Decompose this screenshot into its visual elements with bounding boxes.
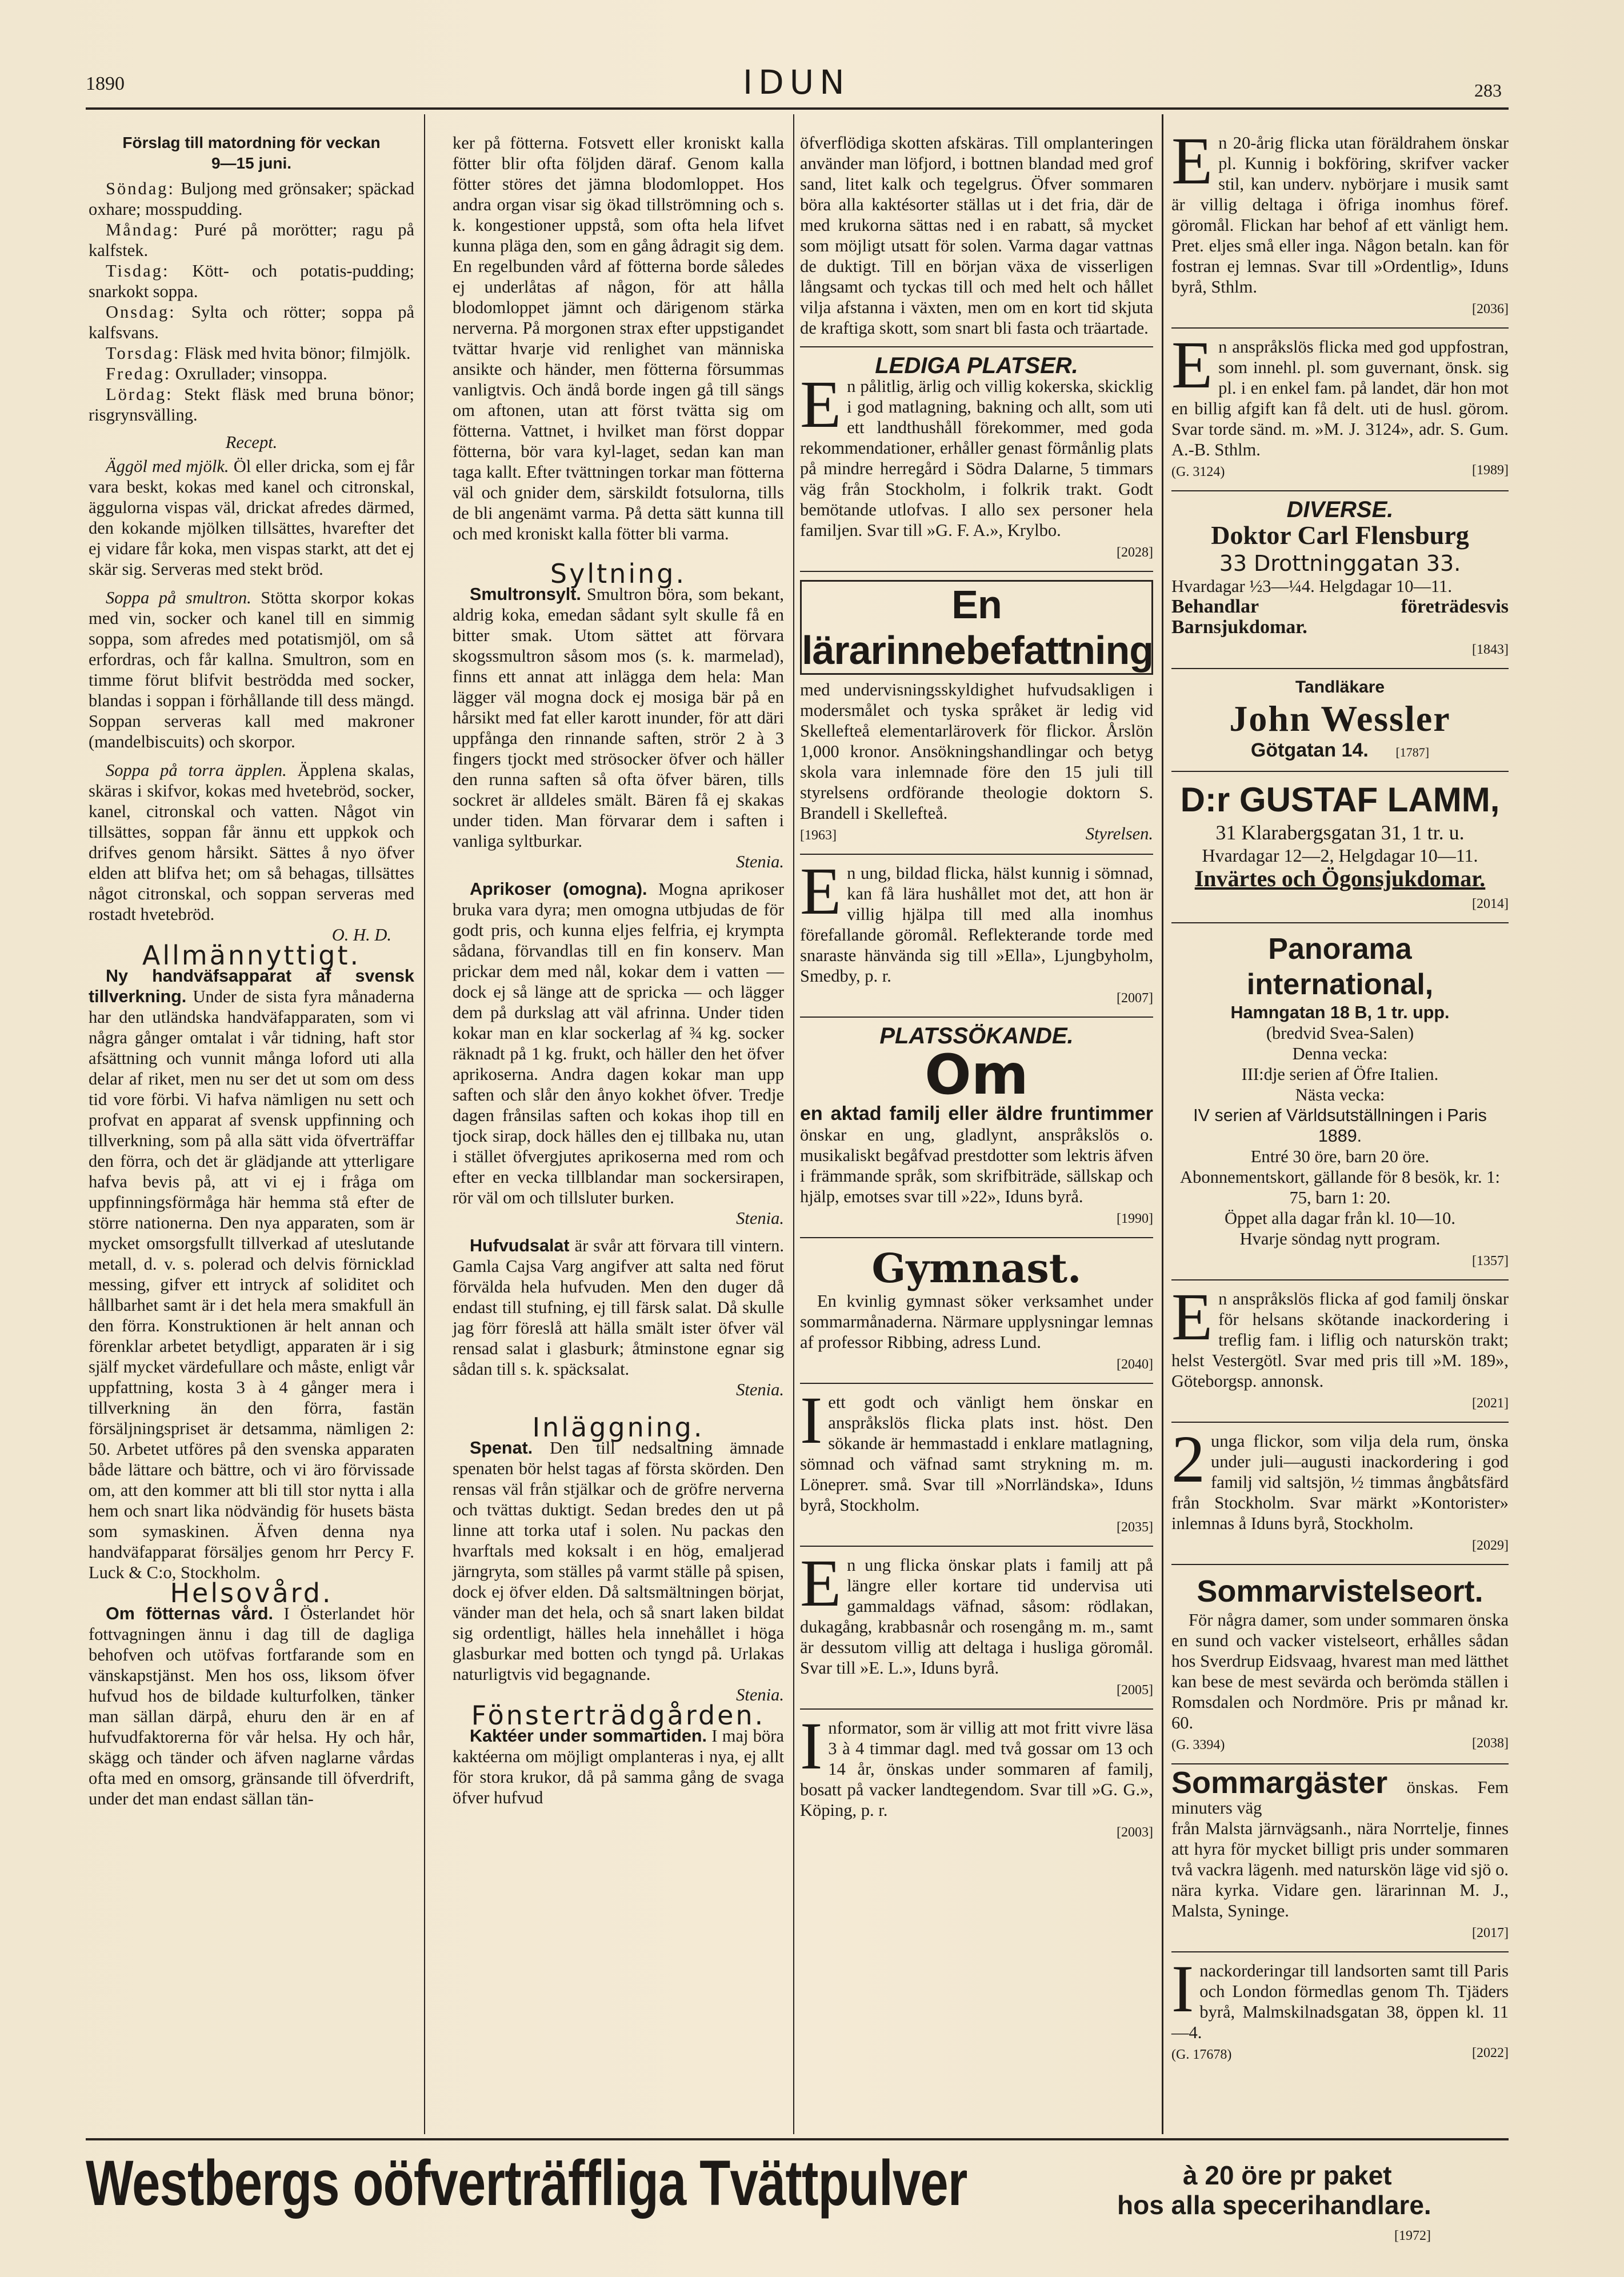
ad-ref: [2028]	[1117, 545, 1153, 560]
divider	[800, 1237, 1153, 1238]
divider	[1171, 1279, 1509, 1280]
divider	[800, 346, 1153, 347]
column-1	[89, 133, 414, 1809]
divider	[800, 571, 1153, 572]
column-divider-1	[424, 114, 425, 2134]
ad-wessler: Tandläkare John Wessler Götgatan 14. [1787]	[1229, 678, 1451, 761]
ad-tva-flickor: 2 unga flickor, som vilja dela rum, önska under juli—augusti inackordering i god familj vid saltsjön, ½ timmas ångbåtsfärd från Stockholm. Svar märkt »Kontorister» inlemnas å Iduns byrå, Stockholm. [2029]	[1171, 1422, 1509, 1553]
divider	[800, 854, 1153, 855]
heading-diverse: DIVERSE.	[1286, 497, 1394, 522]
article-spenat: Spenat. Den till nedsaltning ämnade spenaten bör helst tagas af första skörden. Den rensas väl från stjälkar och de gröfre nerverna och tvättas duktigt. Sedan bredes den ut på linne att torka utaf i solen. Nu packas den hvarftals med koksalt i en hög, emaljerad järngryta, som ställes på varmt ställe på spisen, dock ej öfver elden. Då saltsmältningen börjat, vänder man det hela, och så snart laken bildat sig ordentligt, hälles hela innehållet i höga glasburkar med botten och tyngd på. Urlakas naturligtvis vid begagnande.	[453, 1438, 784, 1684]
section-helsovard: Helsovård.	[170, 1578, 333, 1608]
footer-ad-where: hos alla specerihandlare.	[1117, 2190, 1431, 2220]
signature: Stenia.	[736, 852, 784, 871]
column-3	[800, 133, 1153, 1843]
divider	[800, 1383, 1153, 1384]
recipe-heading: Recept.	[225, 433, 278, 452]
heading-platssokande: PLATSSÖKANDE.	[879, 1023, 1074, 1049]
menu-day: Måndag: Puré på morötter; ragu på kalfstek.	[89, 220, 415, 260]
divider	[1171, 1564, 1509, 1565]
divider	[800, 1546, 1153, 1547]
header-year: 1890	[86, 73, 125, 94]
section-inlaggning: Inläggning.	[532, 1412, 705, 1443]
heading-lediga-platser: LEDIGA PLATSER.	[875, 353, 1078, 378]
recipe: Soppa på smultron. Stötta skorpor kokas med vin, socker och kanel till en simmig soppa, som afredes med potatismjöl, om så erfordras, och får kallna. Smultron, som en timme förut blifvit beströdda med socker, blandas i soppan i förhållande till dess mängd. Soppan serveras kall med makroner (mandelbiscuits) och skorpor.	[89, 588, 414, 751]
ad-helsa-flicka: E n anspråkslös flicka af god familj önskar för helsans skötande inackordering i treflig fam. i liflig och naturskön trakt; helst Vestergötl. Svar med pris till »M. 189», Göteborgsp. annonsk. [2021]	[1171, 1279, 1509, 1411]
divider	[1171, 1951, 1509, 1952]
article-smultronsylt: Smultronsylt. Smultron böra, som bekant, aldrig koka, emedan sådant sylt skulle få en bitter smak. Utom sättet att förvara skogssmultron såsom mos (s. k. marmelad), finns ett annat att inlägga dem hela: Man lägger väl mogna dock ej mosiga bär på en hårsikt med fat eller karott inunder, för att däri uppfånga den rinnande saften, strör 2 à 3 fingers tjockt med strösocker öfver och häller den runna saften så ofta öfver bären, tills sockret är alldeles smält. Bären få ej skakas under tiden. Man förvarar dem i saften i vanliga syltburkar.	[453, 585, 784, 851]
menu-day: Fredag: Oxrullader; vinsoppa.	[106, 364, 327, 383]
ad-panorama: Panorama international, Hamngatan 18 B, 1 tr. upp. (bredvid Svea-Salen) Denna vecka: III:dje serien af Öfre Italien. Nästa vecka: IV serien af Världsutställningen i Paris 1889. Entré 30 öre, barn 20 öre. Abonnementskort, gällande för 8 besök, kr. 1: 75, barn 1: 20. Öppet alla dagar från kl. 10—10. Hvarje söndag nytt program. [1357]	[1180, 933, 1509, 1268]
article-fotternas-vard: Om fötternas vård. I Österlandet hör fottvagningen ännu i dag till de dagliga behofven och utöfvas fortfarande som en vänskapstjänst. Men hos oss, liksom öfver hufvud hos de bildade kulturfolken, tänker man sällan därpå, ehuru den är en af hufvudfaktorerna för vår helsa. Hy och hår, skägg och tänder och äfven naglarne vårdas ofta med en omsorg, gränsande till öfverdrift, under det man endast sällan tän-	[89, 1604, 414, 1808]
recipe: Äggöl med mjölk. Öl eller dricka, som ej får vara beskt, kokas med kanel och citronskal, äggulorna vispas väl, drickat afredes därmed, den kokande mjölken tillsättes, hvarefter det ej vidare får koka, men vispas starkt, att det ej skär sig. Serveras med stekt bröd.	[89, 457, 414, 579]
signature: Stenia.	[736, 1208, 784, 1228]
divider	[1171, 327, 1509, 329]
ad-lamm: D:r GUSTAF LAMM, 31 Klarabergsgatan 31, 1 tr. u. Hvardagar 12—2, Helgdagar 10—11. Invärtes och Ögonsjukdomar. [2014]	[1180, 781, 1509, 911]
menu-dates: 9—15 juni.	[211, 154, 292, 172]
ad-20-arig-flicka: E n 20-årig flicka utan föräldrahem önskar pl. Kunnig i bokföring, skrifver vacker stil, kan underv. nybörjare i musik samt är villig deltaga i öfriga inomhus föref. göromål. Flickan har behof af ett vänligt hem. Pret. eljes små eller inga. Någon betaln. kan för fostran ej lemnas. Svar till »Ordentlig», Iduns byrå, Sthlm. [2036]	[1171, 123, 1509, 317]
footer-ad-ref: [1972]	[1394, 2228, 1431, 2243]
ad-vafnad: E n ung flicka önskar plats i familj att på längre eller kortare tid undervisa uti gammaldags väfnad, såsom: rödlakan, dukagång, krabbasnår och rosengång m. m., samt är dessutom villig att deltaga i husliga göromål. Svar till »E. L.», Iduns byrå. [2005]	[800, 1546, 1153, 1698]
ad-informator: I nformator, som är villig att mot fritt vivre läsa 3 à 4 timmar dagl. med två gossar om 13 och 14 år, önskas under sommaren af familj, bosatt på vacker landtegendom. Svar till »G. G.», Köping, p. r. [2003]	[800, 1708, 1153, 1840]
ad-sommarvistelseort: Sommarvistelseort. För några damer, som under sommaren önska en sund och vacker vistelseort, erhålles sådan hos Sverdrup Eidsvaag, hvarest man med lätthet kan bese de mest sevärda och berömda ställen i Romsdalen och Nordmöre. Pris pr månad kr. 60. (G. 3394) [2038]	[1171, 1574, 1509, 1752]
divider	[800, 1708, 1153, 1710]
column-divider-3	[1162, 114, 1163, 2134]
footer-ad-price: à 20 öre pr paket	[1183, 2160, 1392, 2190]
signature: O. H. D.	[331, 925, 391, 945]
menu-day: Tisdag: Kött- och potatis-pudding; snarkokt soppa.	[89, 261, 414, 301]
ad-bildad-flicka: E n ung, bildad flicka, hälst kunnig i sömnad, kan få lära hushållet mot det, att hon är villig hjälpa till med alla inomhus förefallande göromål. Reflekterande torde med snaraste hänvända sig till »Ella», Ljungbyholm, Smedby, p. r. [2007]	[800, 854, 1153, 1006]
menu-title: Förslag till matordning för veckan	[122, 134, 381, 151]
article-hufvudsalat: Hufvudsalat är svår att förvara till vintern. Gamla Cajsa Varg angifver att salta ned förut förvälda hela hufvuden. Men den duger då endast till stufning, ej till färsk salat. Då skulle jag förr föreslå att hälla smält ister öfver väl rensad salat i glasburk; åtminstone egnar sig sådan till s. k. späcksalat.	[453, 1236, 785, 1379]
column-4	[1171, 123, 1509, 2065]
divider	[1171, 1422, 1509, 1423]
ad-godt-hem: I ett godt och vänligt hem önskar en anspråkslös flicka plats inst. höst. Den sökande är hemmastadd i enklare matlagning, sömnad och väfnad samt strykning m. m. Löneprет. små. Svar till »Norrländska», Iduns byrå, Stockholm. [2035]	[800, 1383, 1153, 1535]
ad-kokerska: E n pålitlig, ärlig och villig kokerska, skicklig i god matlagning, bakning och allt, som uti ett landthushåll förekommer, med goda rekommendationer, erhåller genast förmånlig plats på mindre herregård i Södra Dalarne, 5 timmars väg från Stockholm, i folkrik trakt. Godt bemötande utlofvas. I allo sex personer hela familjen. Svar till »G. F. A.», Krylbo. [2028]	[800, 367, 1153, 560]
section-fonstertradgarden: Fönsterträdgården.	[471, 1700, 766, 1731]
section-syltning: Syltning.	[550, 558, 687, 589]
signature: Stenia.	[736, 1685, 784, 1704]
footer-ad-brand: Westbergs oöfverträffliga Tvättpulver	[86, 2147, 967, 2219]
article-continuation: ker på fötterna. Fotsvett eller kroniskt kalla fötter blir ofta följden däraf. Genom kalla fötter störes det jämna blodomloppet. Hos andra organ visar sig ökad tillströmning och s. k. kongestioner uppstå, som ofta hela lifvet kunna pläga den, som en gång ådragit sig dem. En regelbunden vård af fötterna borde således ej underlåtas af någon, för att hålla blodomloppet jämnt och därigenom stärka nerverna. På morgonen strax efter uppstigandet tvättar hvarje vid renlighet van människa ansikte och händer, men fötterna försummas vanligtvis. Och ändå borde ingen gå till sängs om aftonen, utan att först tvätta sig om fötterna. Vattnet, i hvilket man först doppar fötterna, bör vara kyl-laget, sedan kan man taga kallt. Efter tvättningen torkar man fötterna väl och gnider dem, särskildt fotsulorna, tills de bli angenämt varma. På detta sätt kunna till och med kroniskt kalla fötter bli varma.	[453, 133, 784, 543]
header-rule	[86, 107, 1509, 110]
menu-day: Lördag: Stekt fläsk med bruna bönor; risgrynsvälling.	[89, 385, 415, 425]
ad-inackorderingar: I nackorderingar till landsorten samt till Paris och London förmedlas genom Th. Tjäders byrå, Malmskilnadsgatan 38, öppen kl. 11—4. (G. 17678) [2022]	[1171, 1951, 1509, 2062]
recipe: Soppa på torra äpplen. Äpplena skalas, skäras i skifvor, kokas med hvetebröd, socker, kanel, citronskal och vatten. Något vin tillsättes, soppan får ännu ett uppkok och drifves genom hårsikt. Sättes å nyo öfver elden att blifva het; om så behagas, tillsättes något citronskal, och soppan serveras med rostadt hvetebröd.	[89, 761, 414, 924]
footer-rule	[86, 2138, 1509, 2140]
ad-flensburg: Doktor Carl Flensburg 33 Drottninggatan 33. Hvardagar ½3—¼4. Helgdagar 10—11. Behandlar företrädesvis Barnsjukdomar. [1843]	[1171, 521, 1509, 657]
menu-day: Torsdag: Fläsk med hvita bönor; filmjölk.	[106, 343, 411, 363]
divider	[1171, 668, 1509, 669]
ad-lararinnebefattning: En lärarinnebefattning med undervisningsskyldighet hufvudsakligen i modersmålet och tyska språket är ledig vid Skellefteå elementarläroverk för flickor. Årslön 1,000 kronor. Ansökningshandlingar och betyg skola vara inlemnade före den 15 juli till styrelsens ordförande theologie doktorn S. Brandell i Skellefteå. [1963] Styrelsen.	[800, 580, 1153, 846]
page-number: 283	[1474, 80, 1502, 101]
ad-om: Om en aktad familj eller äldre fruntimmer önskar en ung, gladlynt, anspråkslös o. musikaliskt begåfvad prestdotter som lektris äfven i främmande språk, som skrifbiträde, sällskap och hjälp, emotses svar till »22», Iduns byrå. [1990]	[800, 1043, 1153, 1226]
column-divider-2	[793, 114, 794, 2134]
section-allmannyttigt: Allmännyttigt.	[142, 940, 361, 971]
article-handvafsapparat: Ny handväfsapparat af svensk tillverkning. Under de sista fyra månaderna har den utländska handväfapparaten, som vi några gånger omtalat i vår tidning, haft stor afsättning och vunnit många loford uti alla delar af riket, men nu ser det ut som om dess tid vore förbi. Vi hafva nämligen nu sett och profvat en apparat af svensk uppfinning och tillverkning, som på alla sätt vida öfverträffar den förra, och det är glädjande att ytterligare hafva bevis på, att vi ej i fråga om uppfinningsförmåga här hemma stå efter de större nationerna. Den nya apparaten, som är mycket omsorgsfullt tillverkad af uteslutande metall, d. v. s. polerad och delvis förnicklad messing, gifver ett intryck af soliditet och hållbarhet samt är i det hela mera smakfull än den förra. Konstruktionen är helt annan och förenklar arbetet betydligt, apparaten är i sig själf mycket värdefullare och måste, enligt vår uppfattning, kosta 3 à 4 gånger mera i tillverkning än den förra, fastän försäljningspriset är detsamma, nämligen 2: 50. Arbetet utföres på den svenska apparaten både lättare och bättre, och vi äro förvissade om, att den kommer att bli till stor nytta i alla hem och snart lika nödvändig för husets bästa som symaskinen. Äfven denna nya handväfapparat försäljes genom hrr Percy F. Luck & C:o, Stockholm.	[89, 966, 414, 1582]
article-aprikoser: Aprikoser (omogna). Mogna aprikoser bruka vara dyra; men omogna utbjudas de för godt pris, och kunna eljes felfria, ej krympta sådana, förvandlas till en fin konserv. Man prickar dem med nål, kokar dem i vatten — dock ej så länge att de spricka — och lägger dem på durkslag att väl afrinna. Under tiden kokar man en klar sockerlag af ¾ kg. socker räknadt på 1 kg. frukt, och häller den het öfver aprikoserna. Andra dagen kokar man upp saften och slår den ånyo kokhet öfver. Tredje dagen frånsilas saften och kokas ihop till en tjock sirap, dock hälles den ej tillbaka nu, utan i stället öfvergjutes aprikoserna med rom och efter en vecka tillblandar man sockersirapen, rör väl om och tillsluter burken.	[453, 879, 784, 1207]
ad-sommargaster: Sommargäster önskas. Fem minuters väg från Malsta järnvägsanh., nära Norrtelje, finnes att hyra för mycket billigt pris under sommaren två vackra lägenh. med naturskön läge vid sjö o. nära kyrka. Vidare gen. lärarinnan M. J., Malsta, Syninge. [2017]	[1171, 1766, 1509, 1940]
masthead-title: IDUN	[743, 63, 850, 102]
divider	[1171, 771, 1509, 772]
divider	[1171, 1763, 1509, 1764]
divider	[800, 1017, 1153, 1018]
menu-day: Onsdag: Sylta och rötter; soppa på kalfsvans.	[89, 302, 415, 342]
signature: Stenia.	[736, 1380, 784, 1399]
divider	[1171, 922, 1509, 923]
article-kakteer: Kaktéer under sommartiden. I maj böra kaktéerna om möjligt omplanteras i nya, ej allt för stora krukor, då på samma gång de svaga öfver hufvud	[453, 1726, 784, 1807]
article-continuation: öfverflödiga skotten afskäras. Till omplanteringen använder man löfjord, i bottnen blandad med grof sand, litet kalk och tegelgrus. Öfver sommaren böra alla kaktésorter ställas ut i det fria, där de med krukorna sättas ned i en rabatt, så mycket som möjligt utsatt för solen. Varma dagar vattnas de duktigt. Till en början växa de visserligen långsamt och tyckas till och med helt och hållet vilja afstanna i växten, men om en kort tid skjuta de kraftiga skott, som snart bli fasta och träartade.	[800, 133, 1153, 338]
ad-gymnast: Gymnast. En kvinlig gymnast söker verksamhet under sommarmånaderna. Närmare upplysningar lemnas af professor Ribbing, adress Lund. [2040]	[800, 1244, 1153, 1372]
column-2	[453, 133, 784, 1808]
menu-day: Söndag: Buljong med grönsaker; späckad oxhare; mosspudding.	[89, 179, 414, 219]
ad-guvernant: E n anspråkslös flicka med god uppfostran, som innehl. pl. som guvernant, önsk. sig pl. i en enkel fam. på landet, där hon mot en billig afgift kan få delt. uti de husl. görom. Svar torde sänd. m. »M. J. 3124», adr. S. Gum. A.-B. Sthlm. (G. 3124) [1989]	[1171, 327, 1509, 479]
divider	[1171, 490, 1509, 491]
